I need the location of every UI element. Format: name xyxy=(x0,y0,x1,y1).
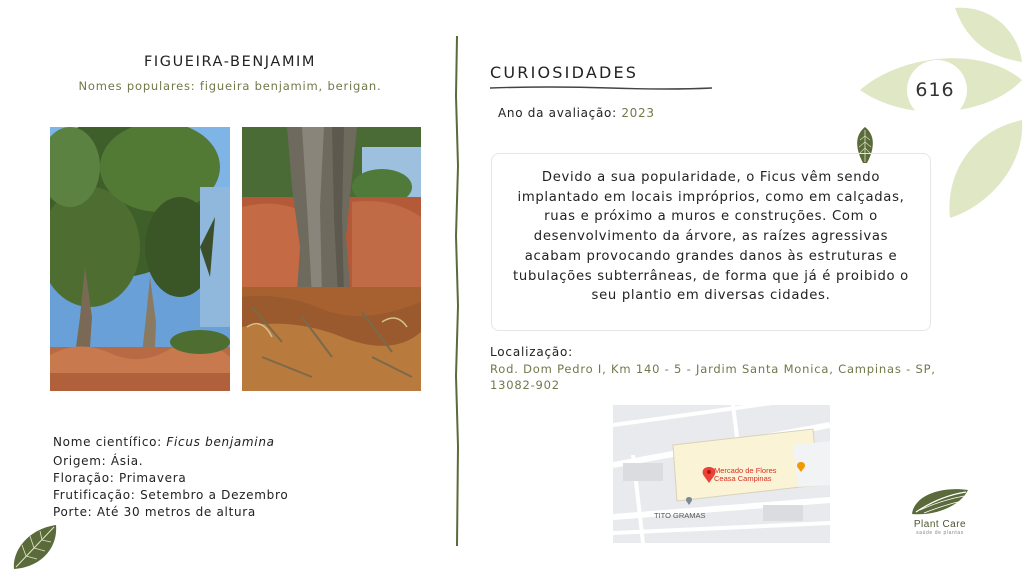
evaluation-year-label: Ano da avaliação: xyxy=(498,106,617,120)
trunk-photo xyxy=(242,127,421,391)
origin: Origem: Ásia. xyxy=(53,454,144,468)
flowering: Floração: Primavera xyxy=(53,471,187,485)
map-marker-label: Mercado de Flores Ceasa Campinas xyxy=(714,466,777,483)
location-address: Rod. Dom Pedro I, Km 140 - 5 - Jardim Santa Monica, Campinas - SP, 13082-902 xyxy=(490,362,936,392)
evaluation-year xyxy=(498,106,655,120)
tree-photo xyxy=(50,127,230,391)
plant-care-logo xyxy=(900,486,980,542)
scientific-name xyxy=(53,434,288,451)
species-title: FIGUEIRA-BENJAMIM xyxy=(143,54,317,70)
species-facts xyxy=(53,434,288,521)
title-underline xyxy=(490,85,712,91)
location-map[interactable] xyxy=(613,405,830,543)
logo-name: Plant Care xyxy=(913,519,967,530)
size: Porte: Até 30 metros de altura xyxy=(53,505,256,519)
curiosities-title: CURIOSIDADES xyxy=(490,63,639,82)
fruiting: Frutificação: Setembro a Dezembro xyxy=(53,488,289,502)
page-number: 616 xyxy=(915,79,955,101)
curiosity-text: Devido a sua popularidade, o Ficus vêm sendo implantado em locais impróprios, como em calçadas, ruas e próximo a muros e construções. Com o desenvolvimento da árvore, as raízes agressivas acabam provocando grandes danos às estruturas e tubulações subterrâneas, de forma que já é proibido o seu plantio em diversas cidades. xyxy=(491,153,931,331)
vertical-divider xyxy=(452,36,462,546)
scientific-name-label: Nome científico: xyxy=(53,435,162,449)
popular-names: Nomes populares: figueira benjamim, berigan. xyxy=(78,79,382,93)
location-label: Localização: xyxy=(490,345,574,359)
map-secondary-label: TITO GRAMAS xyxy=(654,511,706,520)
logo-leaf-icon xyxy=(910,486,970,516)
logo-tagline: saúde de plantas xyxy=(916,530,964,536)
leaf-icon xyxy=(10,523,60,571)
evaluation-year-value: 2023 xyxy=(621,106,655,120)
scientific-name-value: Ficus benjamina xyxy=(166,435,275,449)
